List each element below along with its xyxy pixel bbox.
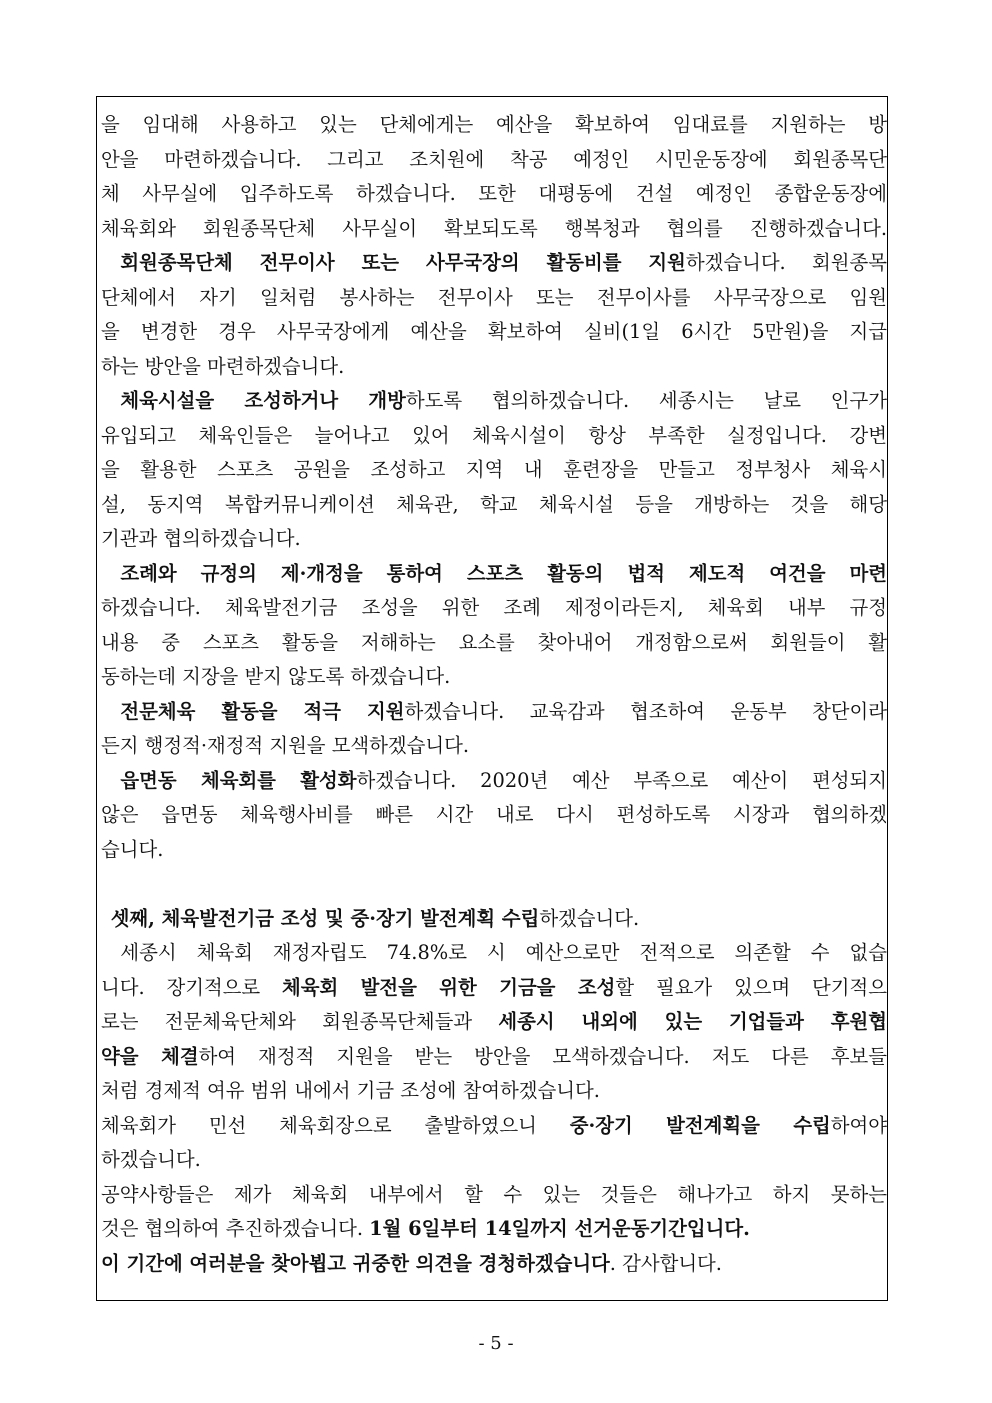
text-line: 체육회와 회원종목단체 사무실이 확보되도록 행복청과 협의를 진행하겠습니다. — [101, 216, 887, 240]
text-line: 을 변경한 경우 사무국장에게 예산을 확보하여 실비(1일 6시간 5만원)을 지급 — [101, 320, 887, 343]
text-line: 세종시 체육회 재정자립도 74.8%로 시 예산으로만 전적으로 의존할 수 없습 — [120, 941, 887, 964]
text-line: 공약사항들은 제가 체육회 내부에서 할 수 있는 것들은 해나가고 하지 못하는 — [101, 1182, 887, 1206]
section-heading-third: 셋째, 체육발전기금 조성 및 중·장기 발전계획 수립하겠습니다. — [110, 906, 640, 930]
text-line: 로는 전문체육단체와 회원종목단체들과 세종시 내외에 있는 기업들과 후원협 — [101, 1010, 887, 1033]
document-body — [101, 108, 887, 1281]
paragraph-local-associations — [101, 764, 887, 868]
paragraph-closing — [101, 1178, 887, 1282]
text-line: 든지 행정적·재정적 지원을 모색하겠습니다. — [101, 734, 469, 757]
blank-line — [101, 867, 887, 902]
text-line: 을 임대해 사용하고 있는 단체에게는 예산을 확보하여 임대료를 지원하는 방 — [101, 113, 887, 136]
bold-phrase: 약을 체결 — [101, 1044, 199, 1068]
text-line: 회원종목단체 전무이사 또는 사무국장의 활동비를 지원하겠습니다. 회원종목 — [120, 251, 887, 274]
bold-phrase: 1월 6일부터 14일까지 선거운동기간입니다. — [369, 1217, 750, 1240]
text-line: 체육시설을 조성하거나 개방하도록 협의하겠습니다. 세종시는 날로 인구가 — [120, 389, 887, 412]
bold-phrase: 회원종목단체 전무이사 또는 사무국장의 활동비를 지원 — [120, 251, 686, 274]
text-line: 읍면동 체육회를 활성화하겠습니다. 2020년 예산 부족으로 예산이 편성되지 — [120, 768, 887, 792]
text-line — [101, 557, 887, 592]
bold-phrase: 체육시설을 조성하거나 개방 — [120, 389, 406, 412]
text-line: 동하는데 지장을 받지 않도록 하겠습니다. — [101, 665, 451, 688]
text-line: 안을 마련하겠습니다. 그리고 조치원에 착공 예정인 시민운동장에 회원종목단 — [101, 147, 887, 171]
text-line: 설, 동지역 복합커뮤니케이션 체육관, 학교 체육시설 등을 개방하는 것을 해당 — [101, 492, 887, 516]
text-line: 단체에서 자기 일처럼 봉사하는 전무이사 또는 전무이사를 사무국장으로 임원 — [101, 285, 887, 309]
paragraph-development-fund — [101, 936, 887, 1109]
text-line: 하겠습니다. 체육발전기금 조성을 위한 조례 제정이라든지, 체육회 내부 규정 — [101, 596, 887, 619]
text-line: 유입되고 체육인들은 늘어나고 있어 체육시설이 항상 부족한 실정입니다. 강변 — [101, 423, 887, 447]
bold-phrase: 체육회 발전을 위한 기금을 조성 — [282, 975, 616, 999]
text-line: 습니다. — [101, 837, 164, 861]
bold-phrase: 세종시 내외에 있는 기업들과 후원협 — [498, 1010, 887, 1033]
text-line: 하겠습니다. — [101, 1148, 201, 1171]
text-line: 하는 방안을 마련하겠습니다. — [101, 354, 345, 378]
text-line: 약을 체결하여 재정적 지원을 받는 방안을 모색하겠습니다. 저도 다른 후보들 — [101, 1044, 887, 1068]
text-line: 처럼 경제적 여유 범위 내에서 기금 조성에 참여하겠습니다. — [101, 1079, 600, 1102]
page-number: - 5 - — [478, 1333, 514, 1354]
text-line: 전문체육 활동을 적극 지원하겠습니다. 교육감과 협조하여 운동부 창단이라 — [120, 699, 887, 723]
bold-phrase: 중·장기 발전계획을 수립 — [569, 1113, 831, 1137]
paragraph-long-term-plan — [101, 1109, 887, 1178]
bold-phrase: 조례와 규정의 제·개정을 통하여 스포츠 활동의 법적 제도적 여건을 마련 — [120, 561, 887, 585]
text-line: 체육회가 민선 체육회장으로 출발하였으니 중·장기 발전계획을 수립하여야 — [101, 1113, 887, 1137]
bold-phrase: 셋째, 체육발전기금 조성 및 중·장기 발전계획 수립 — [110, 906, 540, 930]
text-line: 을 활용한 스포츠 공원을 조성하고 지역 내 훈련장을 만들고 정부청사 체육시 — [101, 458, 887, 481]
bold-phrase: 읍면동 체육회를 활성화 — [120, 768, 357, 792]
paragraph-sports-facilities — [101, 384, 887, 557]
text-line: 않은 읍면동 체육행사비를 빠른 시간 내로 다시 편성하도록 시장과 협의하겠 — [101, 803, 887, 826]
text-line: 내용 중 스포츠 활동을 저해하는 요소를 찾아내어 개정함으로써 회원들이 활 — [101, 630, 887, 654]
paragraph-activity-expense — [101, 246, 887, 384]
paragraph-elite-sports — [101, 695, 887, 764]
bold-phrase: 전문체육 활동을 적극 지원 — [120, 699, 405, 723]
text-line: 체 사무실에 입주하도록 하겠습니다. 또한 대평동에 건설 예정인 종합운동장에 — [101, 182, 887, 205]
bold-phrase: 이 기간에 여러분을 찾아뵙고 귀중한 의견을 경청하겠습니다 — [101, 1251, 610, 1275]
text-line: 이 기간에 여러분을 찾아뵙고 귀중한 의견을 경청하겠습니다. 감사합니다. — [101, 1251, 722, 1275]
text-line: 것은 협의하여 추진하겠습니다. 1월 6일부터 14일까지 선거운동기간입니다. — [101, 1217, 750, 1240]
text-line: 기관과 협의하겠습니다. — [101, 527, 301, 550]
paragraph-office-support — [101, 108, 887, 246]
paragraph-ordinance-revision — [101, 557, 887, 695]
text-line: 니다. 장기적으로 체육회 발전을 위한 기금을 조성할 필요가 있으며 단기적으 — [101, 975, 887, 999]
